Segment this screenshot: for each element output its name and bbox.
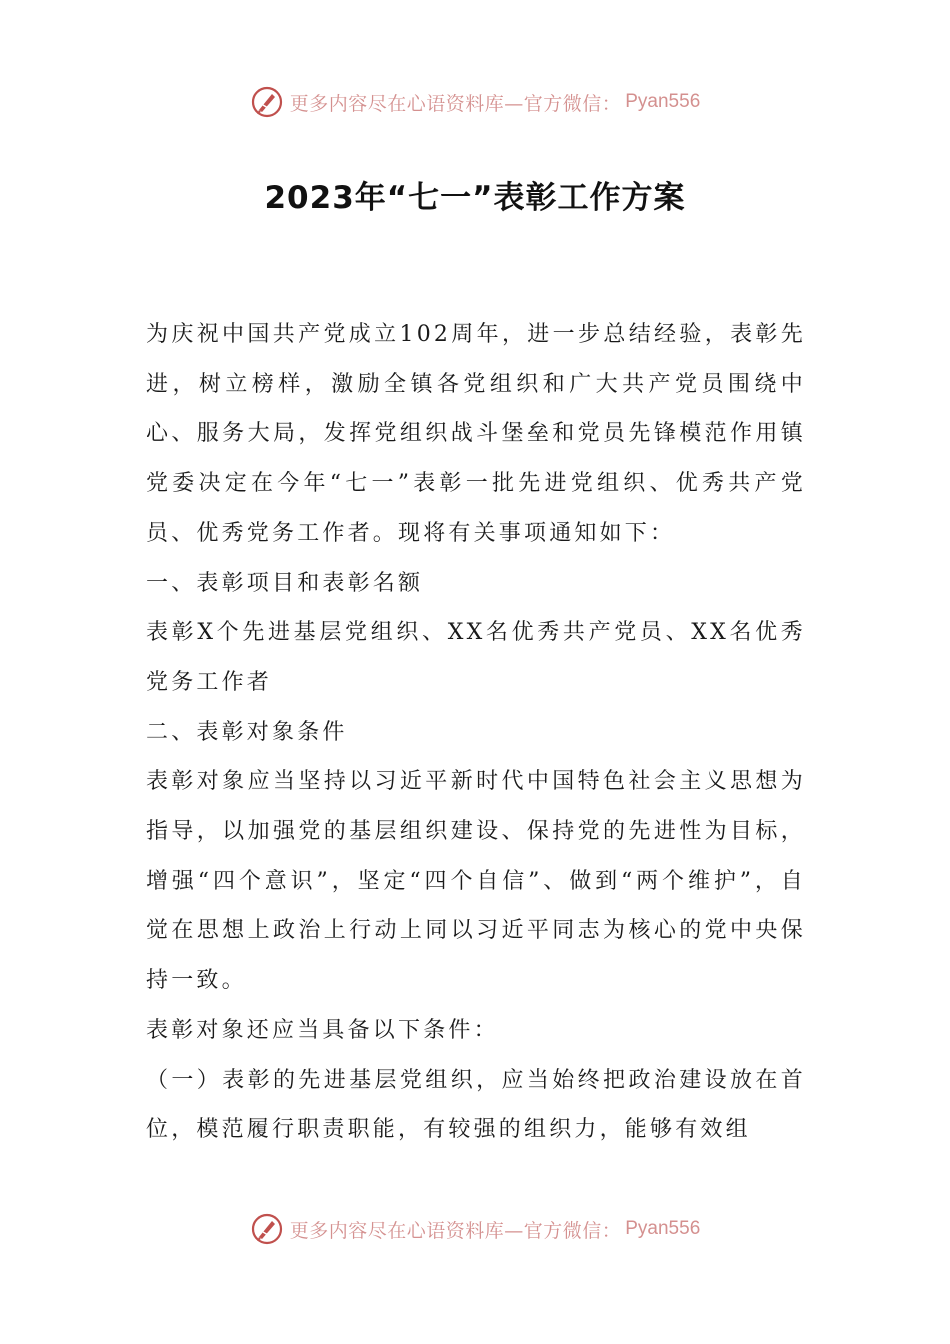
section-heading-2: 二、表彰对象条件 bbox=[146, 719, 348, 745]
watermark-wechat-id: Pyan556 bbox=[625, 1218, 701, 1239]
condition-1-paragraph: （一）表彰的先进基层党组织，应当始终把政治建设放在首位，模范履行职责职能，有较强的组织力，能够有效组 bbox=[146, 1067, 806, 1143]
watermark-text: 更多内容尽在心语资料库—官方微信： bbox=[289, 92, 622, 115]
watermark-wechat-id: Pyan556 bbox=[625, 91, 701, 112]
pen-seal-logo-icon bbox=[250, 1212, 284, 1246]
document-body bbox=[146, 310, 806, 1155]
footer-watermark bbox=[0, 1209, 950, 1249]
section-1-paragraph: 表彰X个先进基层党组织、XX名优秀共产党员、XX名优秀党务工作者 bbox=[146, 620, 806, 695]
section-2-paragraph: 表彰对象应当坚持以习近平新时代中国特色社会主义思想为指导，以加强党的基层组织建设、保持党的先进性为目标，增强“四个意识”，坚定“四个自信”、做到“两个维护”，自觉在思想上政治上行动上同以习近平同志为核心的党中央保持一致。 bbox=[146, 769, 806, 994]
section-heading-1: 一、表彰项目和表彰名额 bbox=[146, 570, 424, 596]
conditions-intro: 表彰对象还应当具备以下条件： bbox=[146, 1017, 499, 1043]
document-title: 2023年“七一”表彰工作方案 bbox=[264, 180, 686, 216]
pen-seal-logo-icon bbox=[250, 85, 284, 119]
header-watermark bbox=[0, 82, 950, 122]
watermark-text: 更多内容尽在心语资料库—官方微信： bbox=[289, 1219, 622, 1242]
intro-paragraph: 为庆祝中国共产党成立102周年，进一步总结经验，表彰先进，树立榜样，激励全镇各党组织和广大共产党员围绕中心、服务大局，发挥党组织战斗堡垒和党员先锋模范作用镇党委决定在今年“七一”表彰一批先进党组织、优秀共产党员、优秀党务工作者。现将有关事项通知如下： bbox=[146, 322, 806, 546]
